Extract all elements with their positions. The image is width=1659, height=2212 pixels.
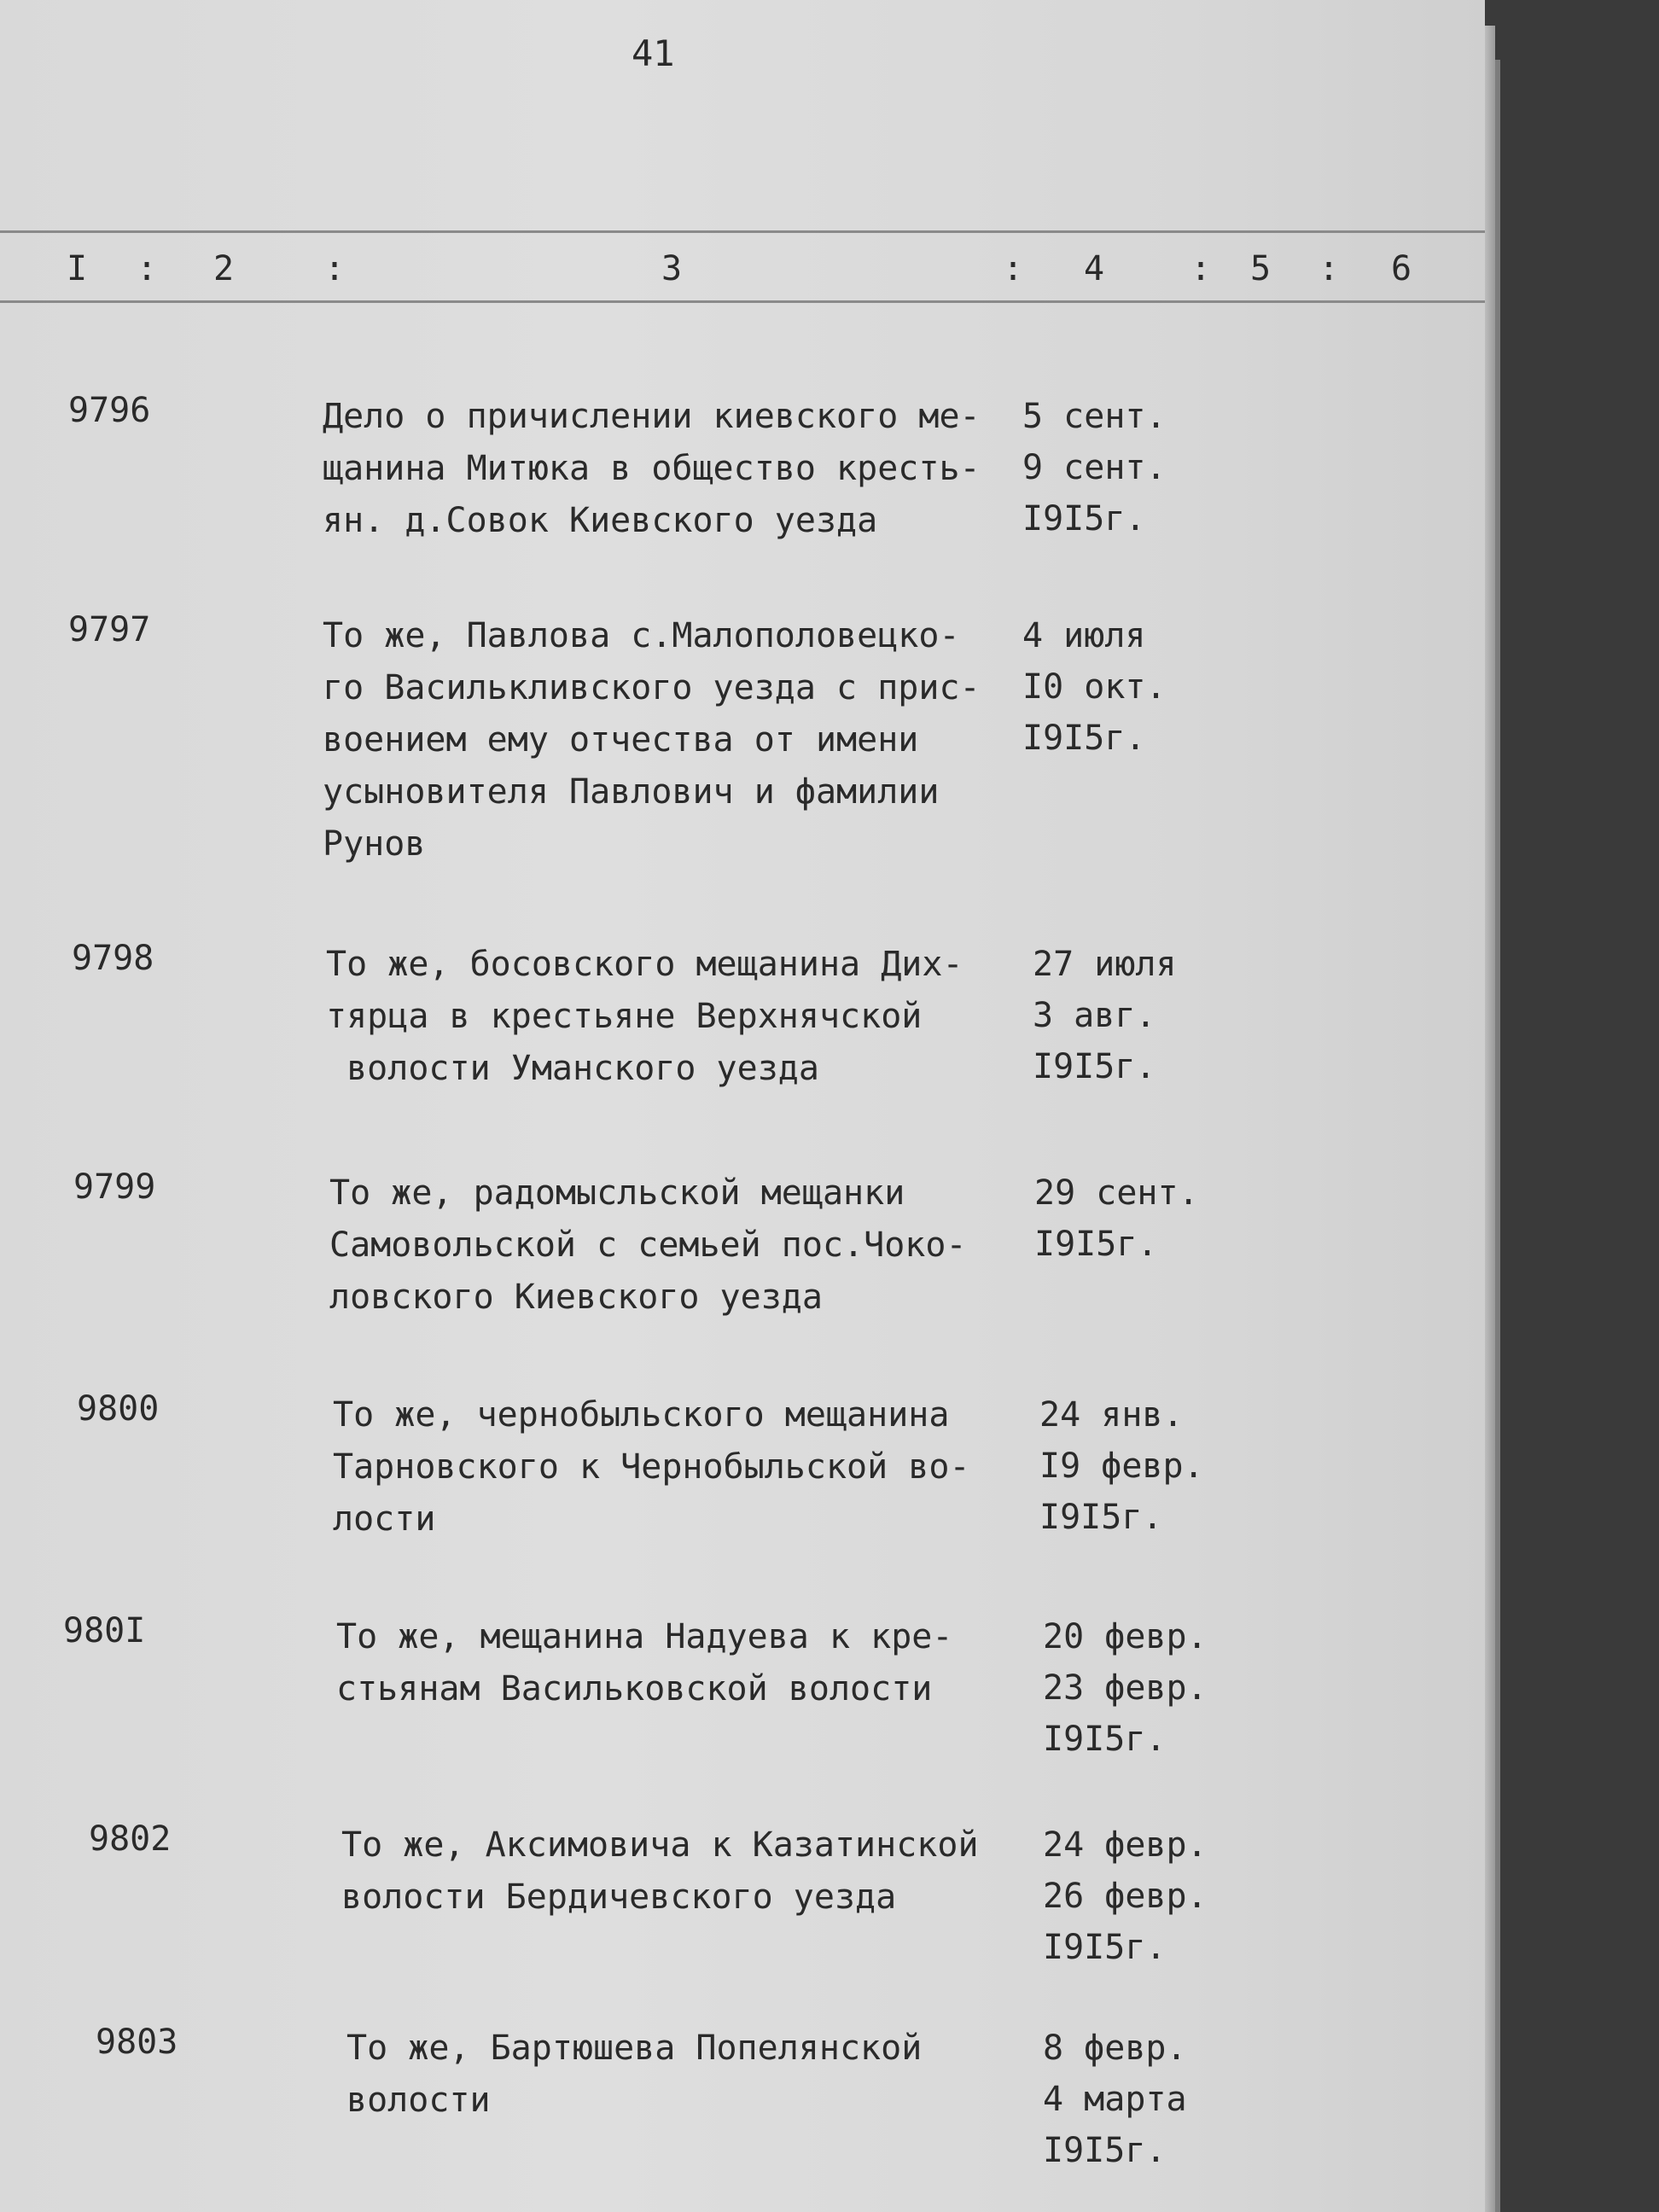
date-line: 4 июля (1022, 616, 1146, 655)
description-line: То же, Бартюшева Попелянской (346, 2029, 923, 2068)
record-description (329, 1167, 1029, 1324)
header-rule-bottom (0, 300, 1485, 303)
date-line: I9I5г. (1043, 1928, 1167, 1967)
description-line: Самовольской с семьей пос.Чоко- (329, 1225, 967, 1265)
column-separator: : (1318, 249, 1340, 288)
date-line: I0 окт. (1022, 667, 1167, 707)
column-separator: : (1003, 249, 1024, 288)
date-line: 5 сент. (1022, 397, 1167, 436)
column-header-3: 3 (661, 249, 683, 288)
description-line: То же, Аксимовича к Казатинской (341, 1825, 979, 1865)
description-line: Тарновского к Чернобыльской во- (333, 1447, 970, 1487)
date-line: 4 марта (1043, 2080, 1187, 2119)
description-line: волости (346, 2081, 491, 2120)
description-line: го Василькливского уезда с прис- (323, 668, 981, 707)
header-rule-top (0, 230, 1485, 233)
record-number: 9800 (77, 1389, 160, 1429)
date-line: I9I5г. (1022, 719, 1146, 758)
record-dates (1033, 939, 1237, 1092)
column-separator: : (1190, 249, 1212, 288)
record-dates (1022, 391, 1227, 544)
description-line: То же, радомысльской мещанки (329, 1173, 905, 1213)
description-line: волости Бердичевского уезда (341, 1877, 897, 1917)
description-line: ловского Киевского уезда (329, 1278, 823, 1317)
column-header-2: 2 (213, 249, 235, 288)
record-dates (1034, 1167, 1239, 1270)
record-description (341, 1819, 1041, 1924)
record-number: 9803 (96, 2023, 178, 2062)
page-number: 41 (632, 32, 675, 74)
record-description (336, 1611, 1036, 1715)
description-line: То же, мещанина Надуева к кре- (336, 1617, 953, 1656)
record-dates (1043, 1611, 1248, 1765)
record-dates (1039, 1389, 1244, 1543)
record-number: 9799 (73, 1167, 156, 1207)
date-line: 29 сент. (1034, 1173, 1199, 1213)
column-separator: : (324, 249, 346, 288)
date-line: 24 февр. (1043, 1825, 1208, 1865)
date-line: I9I5г. (1043, 1720, 1167, 1759)
date-line: 27 июля (1033, 945, 1177, 984)
description-line: стьянам Васильковской волости (336, 1669, 933, 1708)
column-header-6: 6 (1391, 249, 1412, 288)
record-description (333, 1389, 1033, 1545)
description-line: воением ему отчества от имени (323, 720, 919, 760)
column-header-5: 5 (1250, 249, 1272, 288)
description-line: усыновителя Павлович и фамилии (323, 772, 940, 812)
description-line: волости Уманского уезда (326, 1049, 819, 1088)
record-dates (1043, 2023, 1248, 2176)
column-header-1: I (67, 249, 88, 288)
record-number: 9797 (68, 610, 151, 649)
record-dates (1043, 1819, 1248, 1973)
date-line: I9 февр. (1039, 1447, 1204, 1486)
record-description (326, 939, 1026, 1095)
record-dates (1022, 610, 1227, 764)
description-line: То же, чернобыльского мещанина (333, 1395, 950, 1435)
description-line: Рунов (323, 824, 426, 864)
column-separator: : (137, 249, 158, 288)
description-line: То же, Павлова с.Малополовецко- (323, 616, 960, 655)
record-number: 9802 (89, 1819, 172, 1859)
date-line: I9I5г. (1034, 1225, 1158, 1264)
date-line: I9I5г. (1039, 1498, 1163, 1537)
record-description (323, 610, 1022, 870)
page-edge-shadow (1495, 60, 1500, 2212)
page-edge (1485, 26, 1495, 2212)
record-number: 9796 (68, 391, 151, 430)
date-line: I9I5г. (1033, 1047, 1156, 1086)
description-line: Дело о причислении киевского ме- (323, 397, 981, 436)
date-line: 23 февр. (1043, 1668, 1208, 1708)
record-description (323, 391, 1022, 547)
record-description (346, 2023, 1046, 2127)
description-line: тярца в крестьяне Верхнячской (326, 997, 923, 1036)
date-line: 9 сент. (1022, 448, 1167, 487)
date-line: 8 февр. (1043, 2029, 1187, 2068)
date-line: I9I5г. (1043, 2131, 1167, 2170)
date-line: I9I5г. (1022, 499, 1146, 538)
description-line: То же, босовского мещанина Дих- (326, 945, 963, 984)
date-line: 24 янв. (1039, 1395, 1184, 1435)
description-line: лости (333, 1499, 436, 1539)
description-line: ян. д.Совок Киевского уезда (323, 501, 878, 540)
date-line: 26 февр. (1043, 1877, 1208, 1916)
date-line: 3 авг. (1033, 996, 1156, 1035)
column-header-4: 4 (1084, 249, 1105, 288)
date-line: 20 февр. (1043, 1617, 1208, 1656)
record-number: 9798 (72, 939, 154, 978)
record-number: 980I (63, 1611, 146, 1650)
description-line: щанина Митюка в общество кресть- (323, 449, 981, 488)
